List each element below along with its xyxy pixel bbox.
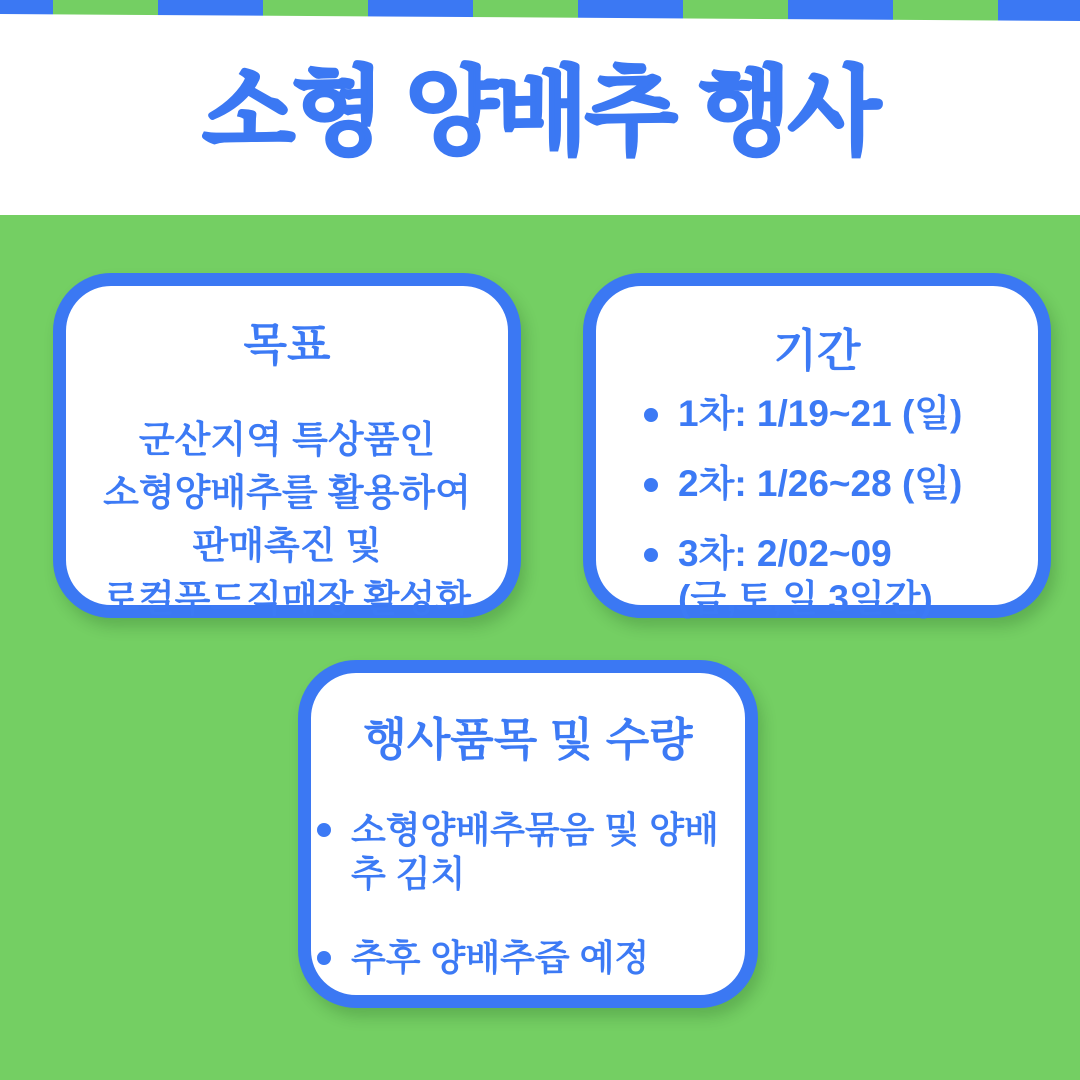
period-item-text [678,461,962,506]
bullet-dot-icon [644,478,658,492]
period-card-title: 기간 [773,325,861,376]
poster-title: 소형 양배추 행사 [202,59,878,166]
items-item-text [351,936,649,980]
period-item-text [678,391,962,436]
period-card [583,273,1051,618]
goal-body-line: 판매촉진 및 [192,525,382,566]
period-list [596,391,1038,621]
bullet-dot-icon [644,548,658,562]
list-item [644,391,1028,436]
goal-body-line: 소형양배추를 활용하여 [103,472,471,513]
bullet-dot-icon [644,408,658,422]
items-item-line: 추후 양배추즙 예정 [351,937,650,978]
goal-card-title: 목표 [243,319,331,370]
list-item [644,461,1028,506]
period-item-text [678,531,933,621]
items-item-line: 소형양배추묶음 및 양배추 김치 [351,809,719,894]
header-band [0,0,1080,215]
period-item-line: 2차: 1/26~28 (일) [678,463,963,504]
period-item-line: 1차: 1/19~21 (일) [678,393,963,434]
period-item-line: 3차: 2/02~09 [678,533,892,574]
bullet-dot-icon [317,823,331,837]
items-list [311,808,745,980]
period-item-note: (금,토,일 3일간) [678,578,933,619]
goal-card [53,273,521,618]
bullet-dot-icon [317,951,331,965]
goal-body-line: 로컬푸드직매장 활성화 [103,578,471,619]
list-item [317,808,737,896]
goal-body-line: 군산지역 특상품인 [138,419,436,460]
items-item-text [351,808,737,896]
items-card-title: 행사품목 및 수량 [363,714,693,765]
list-item [644,531,1028,621]
items-card [298,660,758,1008]
striped-border-decoration [0,0,1080,22]
goal-card-body [66,413,508,625]
list-item [317,936,737,980]
